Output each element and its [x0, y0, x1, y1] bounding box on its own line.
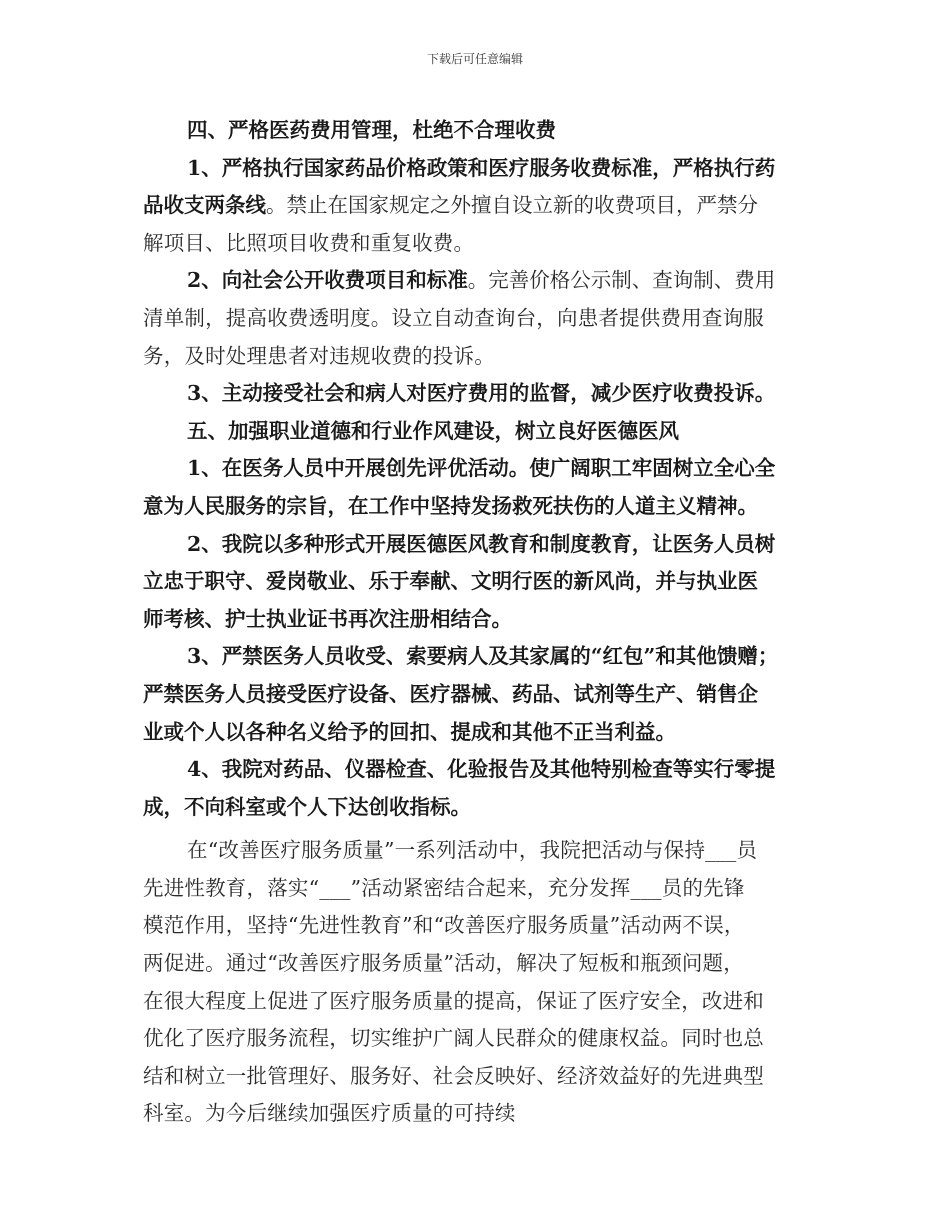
section-5-item-2-line-2: 立忠于职守、爱岗敬业、乐于奉献、文明行医的新风尚，并与执业医: [143, 569, 758, 594]
section-4-item-2-line-3: 务，及时处理患者对违规收费的投诉。: [143, 343, 495, 368]
section-5-item-1-line-1: 1、在医务人员中开展创先评优活动。使广阔职工牢固树立全心全: [187, 456, 776, 481]
section-5-item-1-line-2: 意为人民服务的宗旨，在工作中坚持发扬救死扶伤的人道主义精神。: [143, 493, 758, 518]
page-header-note: 下载后可任意编辑: [426, 52, 523, 66]
section-4-item-2-text-1: 。完善价格公示制、查询制、费用: [467, 268, 776, 293]
closing-paragraph-line-2: 先进性教育，落实“___”活动紧密结合起来，充分发挥___员的先锋: [143, 875, 745, 900]
section-4-item-2-line-2: 清单制，提高收费透明度。设立自动查询台，向患者提供费用查询服: [143, 305, 764, 330]
section-5-item-2-line-1: 2、我院以多种形式开展医德医风教育和制度教育，让医务人员树: [187, 531, 776, 556]
section-4-item-2-line-1: [143, 262, 823, 300]
section-5-item-3-line-2: 严禁医务人员接受医疗设备、医疗器械、药品、试剂等生产、销售企: [143, 681, 758, 706]
document-body: [143, 112, 823, 1133]
section-5-item-3-line-3: 业或个人以各种名义给予的回扣、提成和其他不正当利益。: [143, 719, 676, 744]
section-5-item-4-line-2: 成，不向科室或个人下达创收指标。: [143, 794, 471, 819]
section-4-item-1-bold-1: 1、严格执行国家药品价格政策和医疗服务收费标准，严格执行药: [187, 155, 776, 180]
section-5-item-2-line-3: 师考核、护士执业证书再次注册相结合。: [143, 606, 512, 631]
section-4-item-1-line-2: [143, 187, 823, 225]
closing-paragraph-line-3: 模范作用，坚持“先进性教育”和“改善医疗服务质量”活动两不误，: [143, 913, 745, 938]
closing-paragraph-line-1: 在“改善医疗服务质量”一系列活动中，我院把活动与保持___员: [187, 838, 758, 863]
section-5-item-4-line-1: 4、我院对药品、仪器检查、化验报告及其他特别检查等实行零提: [187, 757, 776, 782]
closing-paragraph-line-7: 结和树立一批管理好、服务好、社会反映好、经济效益好的先进典型: [143, 1063, 764, 1088]
section-4-item-1-bold-2: 品收支两条线: [143, 193, 266, 218]
section-5-heading: 五、加强职业道德和行业作风建设，树立良好医德医风: [187, 418, 679, 443]
section-4-item-1-text-2: 。禁止在国家规定之外擅自设立新的收费项目，严禁分: [266, 193, 758, 218]
section-4-item-3: 3、主动接受社会和病人对医疗费用的监督，减少医疗收费投诉。: [187, 381, 776, 406]
closing-paragraph-line-5: 在很大程度上促进了医疗服务质量的提高，保证了医疗安全，改进和: [143, 988, 764, 1013]
section-4-heading: 四、严格医药费用管理，杜绝不合理收费: [187, 118, 556, 142]
closing-paragraph-line-4: 两促进。通过“改善医疗服务质量”活动，解决了短板和瓶颈问题，: [143, 951, 744, 976]
closing-paragraph-line-8: 科室。为今后继续加强医疗质量的可持续: [143, 1101, 516, 1126]
section-4-item-1-line-1: [143, 150, 823, 188]
section-4-item-1-line-3: 解项目、比照项目收费和重复收费。: [143, 230, 475, 255]
section-5-item-3-line-1: 3、严禁医务人员收受、索要病人及其家属的“红包”和其他馈赠；: [187, 644, 779, 669]
section-4-item-2-bold-1: 2、向社会公开收费项目和标准: [187, 268, 468, 293]
closing-paragraph-line-6: 优化了医疗服务流程，切实维护广阔人民群众的健康权益。同时也总: [143, 1026, 764, 1051]
